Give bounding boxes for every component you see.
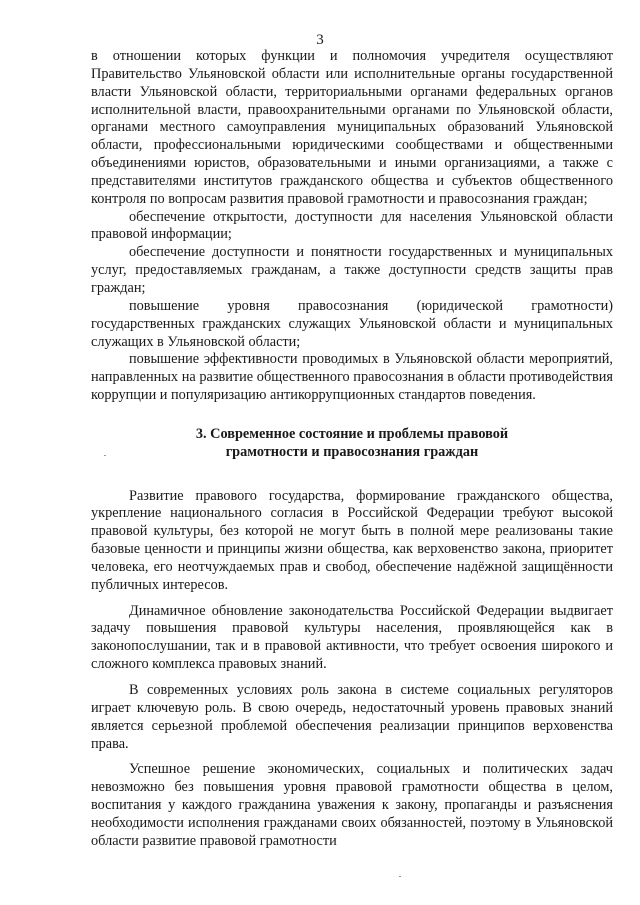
scan-speck (104, 455, 106, 456)
list-item-services-access: обеспечение доступности и понятности государственных и муниципальных услуг, предоставляемых гражданам, а также доступности средств защиты прав граждан; (91, 244, 613, 296)
paragraph-continuation: в отношении которых функции и полномочия учредителя осуществляют Правительство Ульяновской области или исполнительные органы государственной власти Ульяновской области, территориальными органами федеральных органов исполнительной власти, правоохранительными органами по Ульяновской области, органами местного самоуправления муниципальных образований Ульяновской области, профессиональными юридическими сообществами и общественными объединениями юристов, образовательными и иными организациями, а также с представителями институтов гражданского общества и субъектов общественного контроля по вопросам развития правовой грамотности и правосознания граждан; (91, 48, 613, 207)
list-item-civil-servants: повышение уровня правосознания (юридической грамотности) государственных гражданских служащих Ульяновской области и муниципальных служащих в Ульяновской области; (91, 297, 613, 350)
section-paragraph-4: Успешное решение экономических, социальных и политических задач невозможно без повышения уровня правовой грамотности общества в целом, воспитания у каждого гражданина уважения к закону, пропаганды и разъяснения необходимости исполнения гражданами своих обязанностей, поэтому в Ульяновской области развитие правовой грамотности (91, 761, 613, 849)
section-paragraph-2: Динамичное обновление законодательства Российской Федерации выдвигает задачу повышения правовой культуры населения, проявляющейся как в законопослушании, так и в правовой активности, что требует освоения широкого и сложного комплекса правовых знаний. (91, 602, 613, 673)
section-body (91, 488, 613, 851)
page-number: 3 (316, 32, 324, 48)
document-body (91, 48, 613, 851)
list-item-open-access: обеспечение открытости, доступности для населения Ульяновской области правовой информации; (91, 208, 613, 243)
scan-speck (399, 876, 401, 877)
section-paragraph-3: В современных условиях роль закона в системе социальных регуляторов играет ключевую роль. В свою очередь, недостаточный уровень правовых знаний является серьезной проблемой обеспечения реализации принципов верховенства права. (91, 682, 613, 752)
section-paragraph-1: Развитие правового государства, формирование гражданского общества, укрепление национального согласия в Российской Федерации требуют высокой правовой культуры, без которой не могут быть в полной мере реализованы такие базовые ценности и принципы жизни общества, как верховенство закона, приоритет человека, его неотчуждаемых прав и свобод, обеспечение надёжной защищённости публичных интересов. (91, 487, 613, 593)
section-heading-line-1: 3. Современное состояние и проблемы правовой (195, 425, 509, 442)
section-heading-line-2: грамотности и правосознания граждан (225, 443, 479, 460)
section-heading (91, 426, 613, 462)
list-item-anticorruption: повышение эффективности проводимых в Ульяновской области мероприятий, направленных на развитие общественного правосознания в области противодействия коррупции и популяризацию антикоррупционных стандартов поведения. (91, 351, 613, 404)
